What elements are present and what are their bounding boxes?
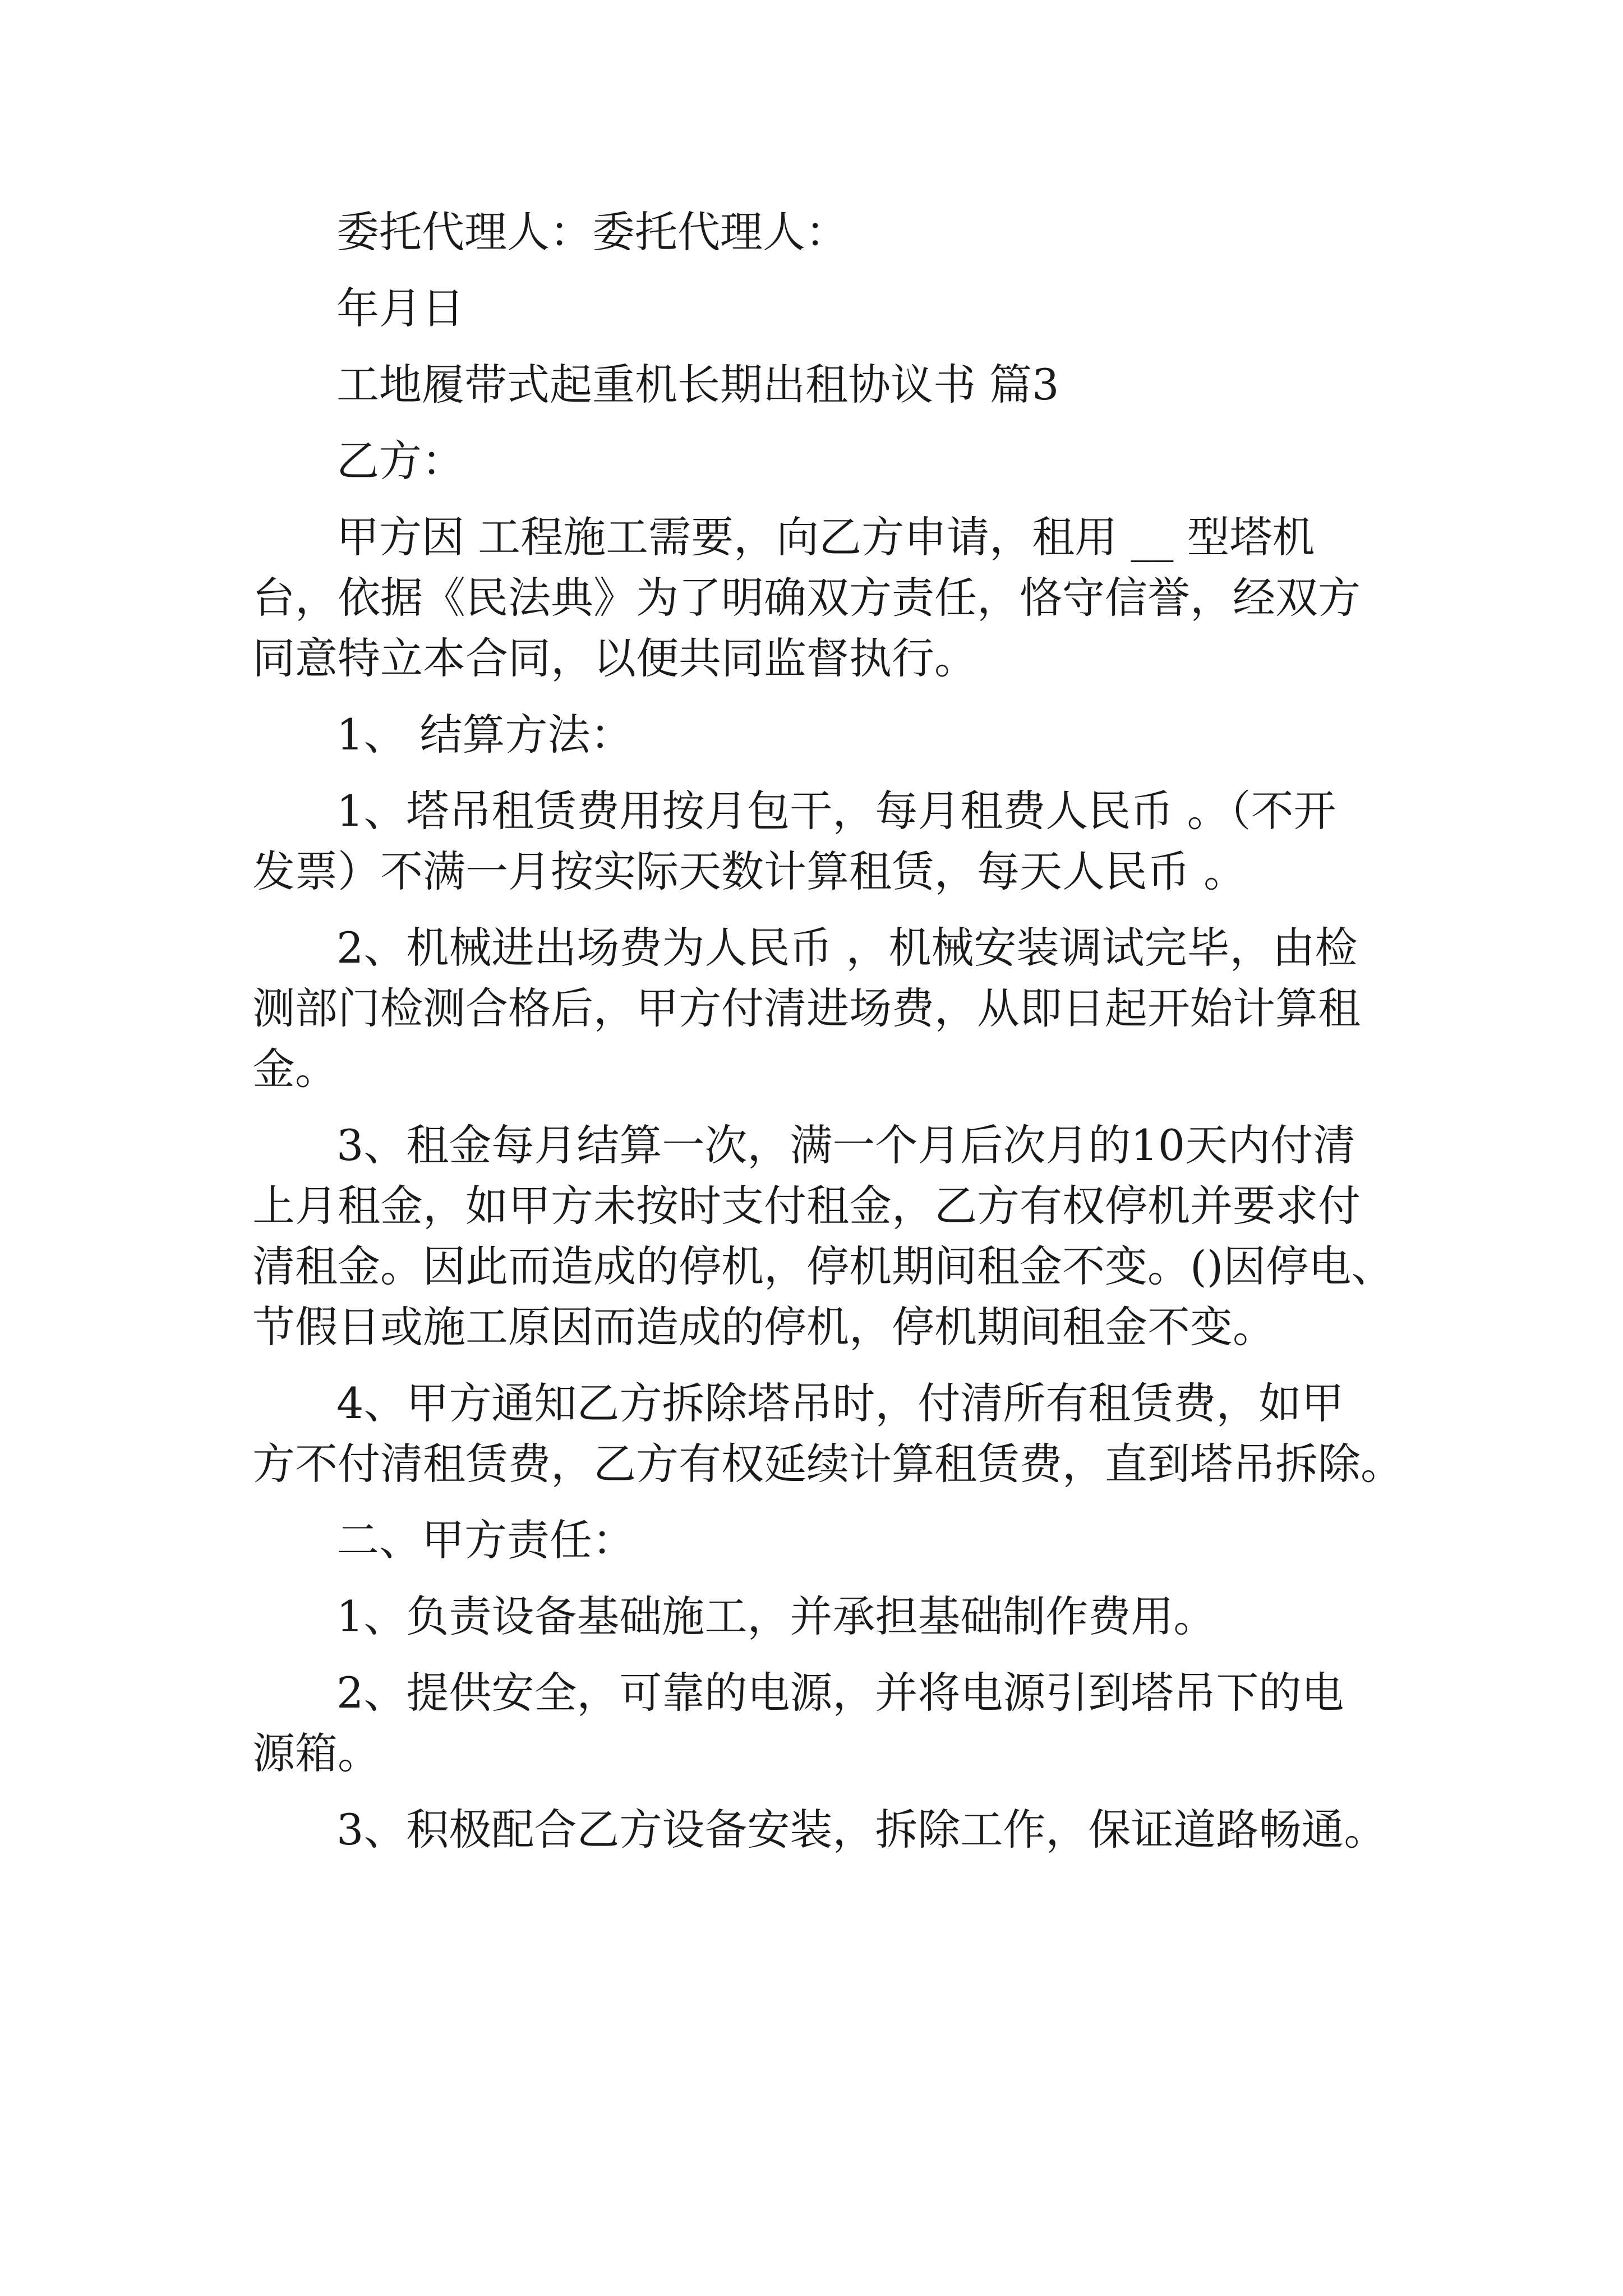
section-title: 工地履带式起重机长期出租协议书 篇3	[336, 360, 1059, 409]
paragraph-line: 台，依据《民法典》为了明确双方责任，恪守信誉，经双方	[252, 573, 1361, 623]
paragraph-line: 2、提供安全，可靠的电源，并将电源引到塔吊下的电	[336, 1668, 1344, 1718]
paragraph-line: 清租金。因此而造成的停机，停机期间租金不变。()因停电、	[252, 1241, 1394, 1291]
document-page	[252, 202, 1403, 1860]
paragraph-line: 3、租金每月结算一次，满一个月后次月的10天内付清	[336, 1120, 1356, 1170]
paragraph-line: 同意特立本合同，以便共同监督执行。	[252, 633, 977, 683]
paragraph-line: 节假日或施工原因而造成的停机，停机期间租金不变。	[252, 1302, 1275, 1352]
responsibility-item-2	[252, 1663, 1368, 1784]
responsibility-item-1: 1、负责设备基础施工，并承担基础制作费用。	[336, 1591, 1216, 1641]
heading-settlement-method: 1、 结算方法：	[336, 710, 633, 760]
clause-3-monthly-settlement	[252, 1115, 1394, 1358]
paragraph-line: 1、塔吊租赁费用按月包干，每月租费人民币 。（不开	[336, 786, 1336, 836]
paragraph-line: 发票）不满一月按实际天数计算租赁，每天人民币 。	[252, 846, 1247, 896]
heading-party-a-responsibilities: 二、甲方责任：	[336, 1515, 635, 1565]
paragraph-line: 方不付清租赁费，乙方有权延续计算租赁费，直到塔吊拆除。	[252, 1439, 1403, 1489]
paragraph-line: 测部门检测合格后，甲方付清进场费，从即日起开始计算租	[252, 983, 1361, 1033]
date-line: 年月日	[336, 283, 464, 333]
clause-4-dismantling	[252, 1373, 1403, 1494]
paragraph-line: 源箱。	[252, 1728, 380, 1778]
paragraph-line: 上月租金，如甲方未按时支付租金，乙方有权停机并要求付	[252, 1181, 1361, 1231]
clause-2-entry-fee	[252, 918, 1368, 1099]
paragraph-line: 金。	[252, 1044, 338, 1094]
party-b-label: 乙方：	[336, 436, 464, 486]
responsibility-item-3: 3、积极配合乙方设备安装，拆除工作，保证道路畅通。	[336, 1805, 1387, 1855]
intro-paragraph	[252, 507, 1368, 689]
signature-line-agents: 委托代理人：委托代理人：	[336, 207, 848, 257]
paragraph-line: 甲方因 工程施工需要，向乙方申请，租用 __ 型塔机	[336, 512, 1315, 562]
clause-1-rental-fee	[252, 781, 1368, 902]
paragraph-line: 2、机械进出场费为人民币 ，机械安装调试完毕，由检	[336, 923, 1358, 973]
paragraph-line: 4、甲方通知乙方拆除塔吊时，付清所有租赁费，如甲	[336, 1378, 1344, 1428]
